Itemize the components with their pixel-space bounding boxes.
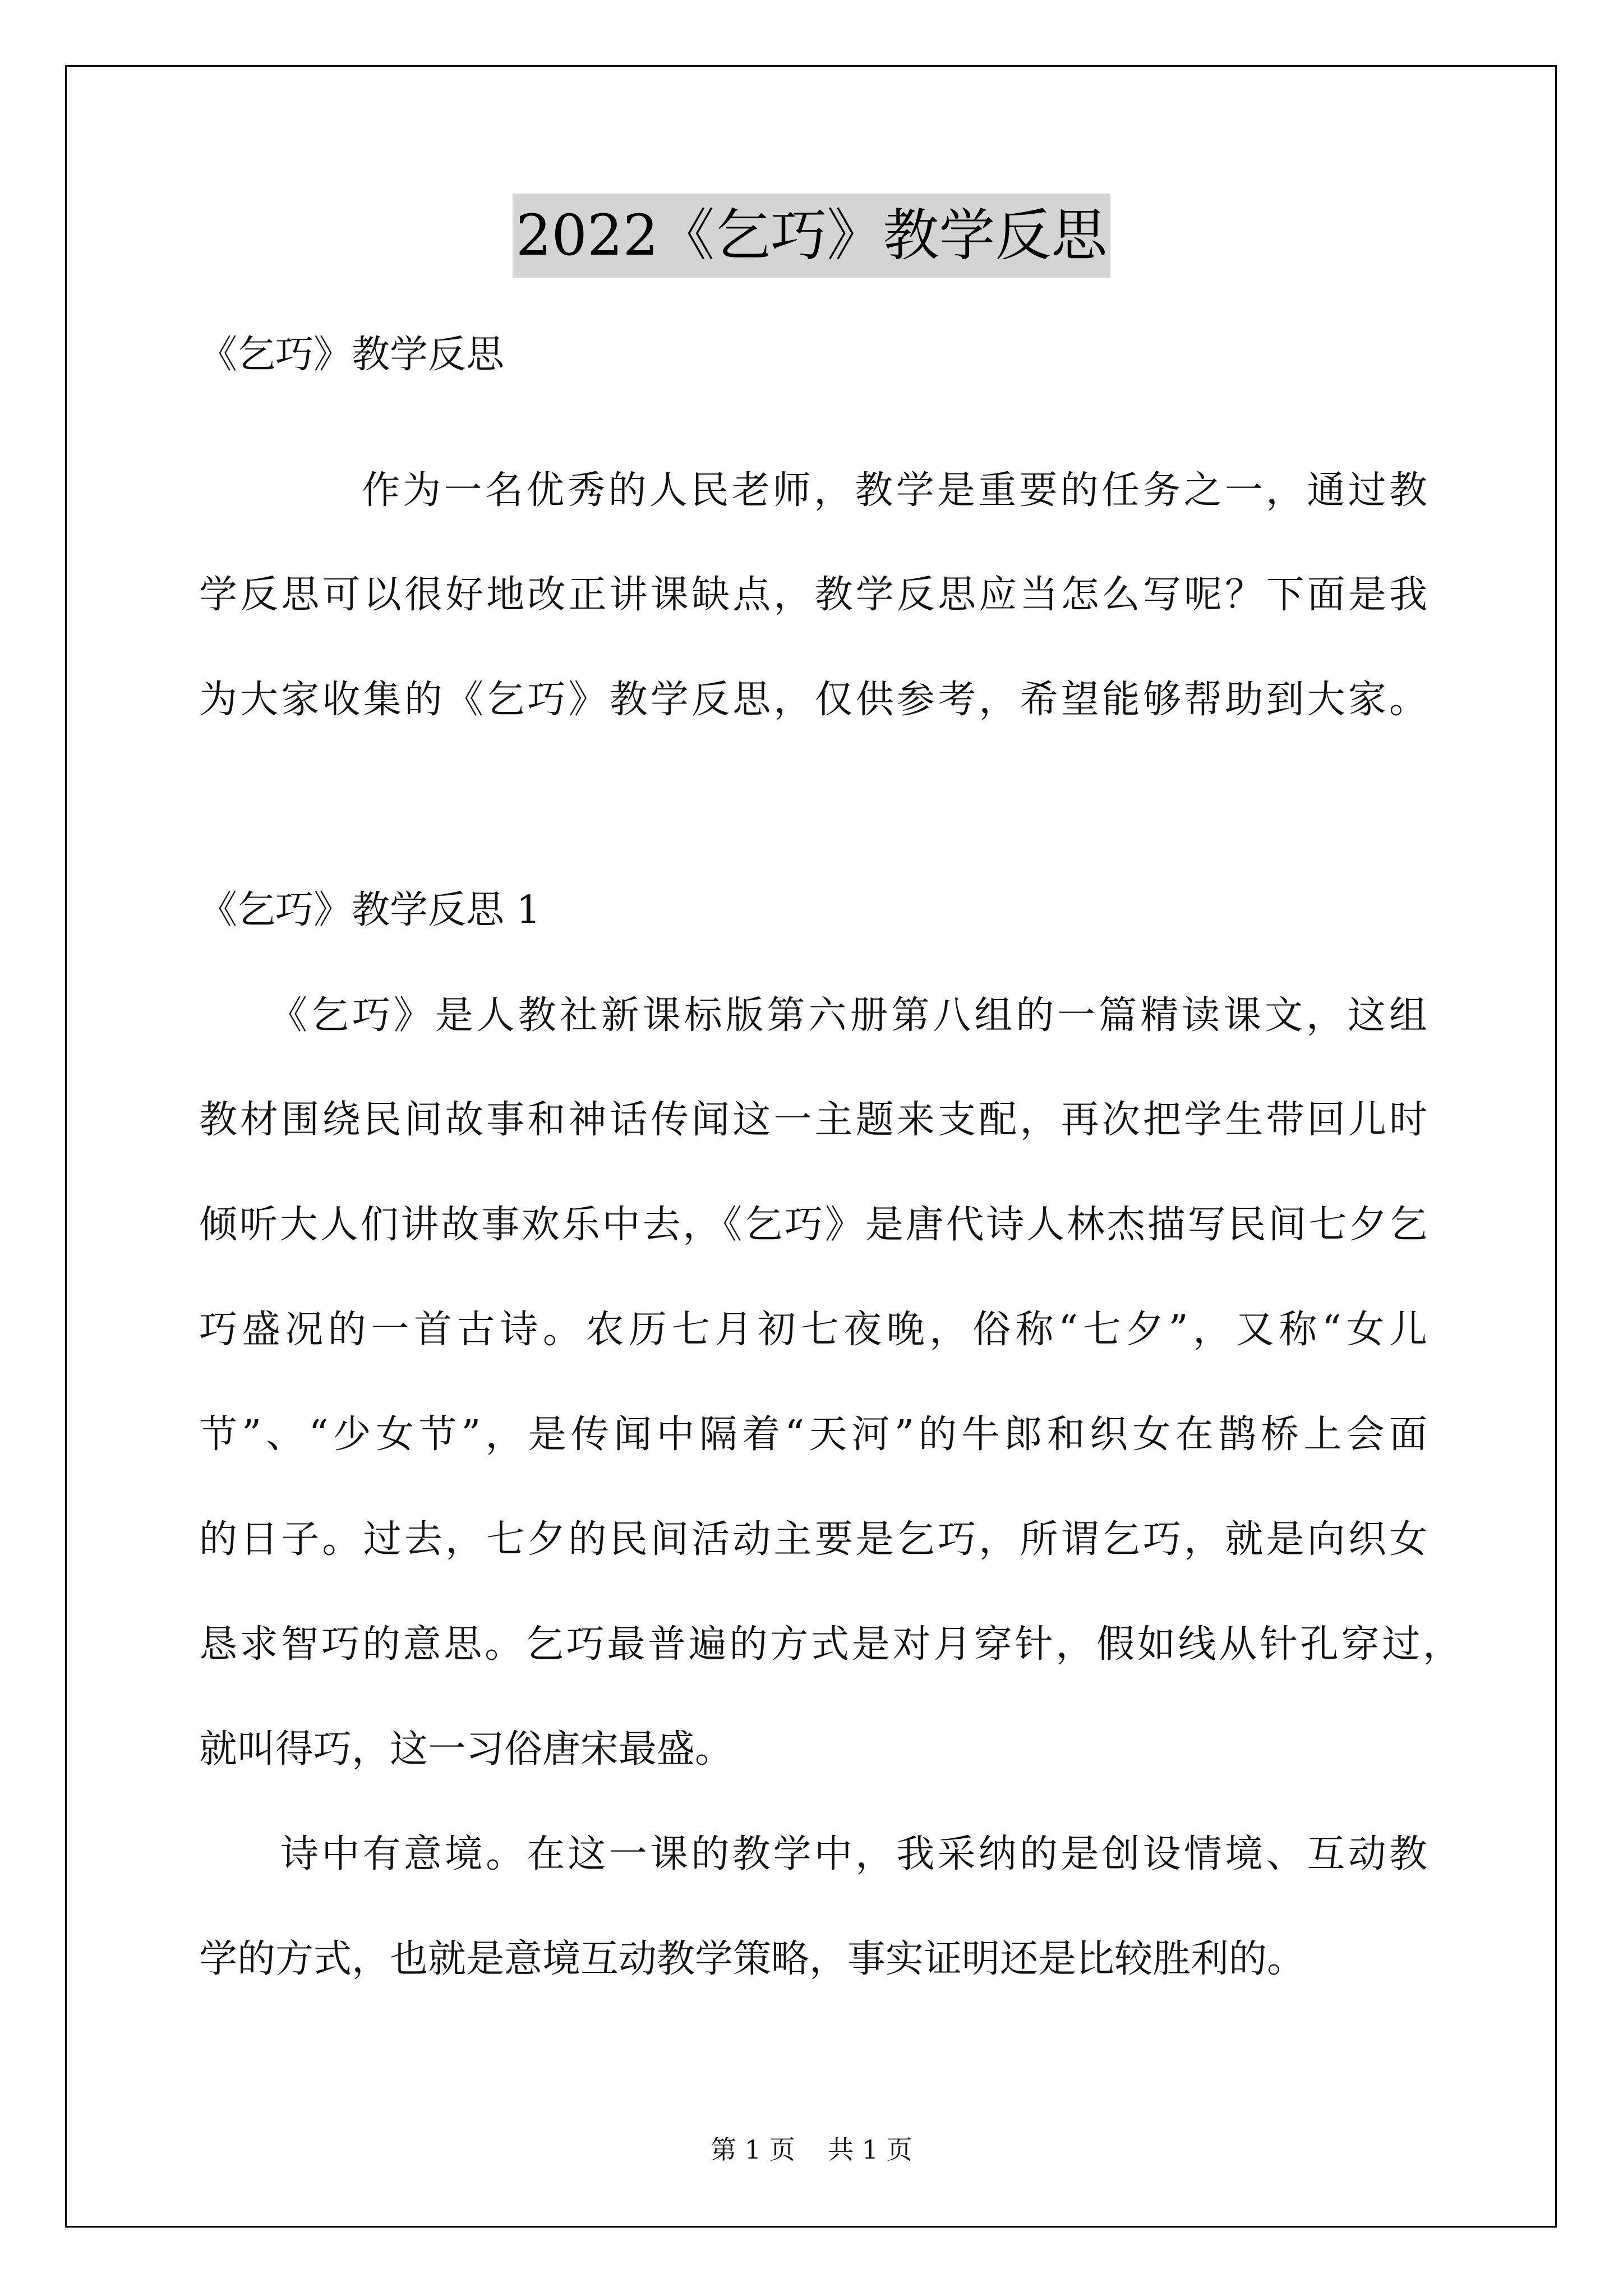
intro-line: 学反思可以很好地改正讲课缺点，教学反思应当怎么写呢？下面是我 bbox=[199, 573, 1427, 617]
paragraph-line: 学的方式，也就是意境互动教学策略，事实证明还是比较胜利的。 bbox=[199, 1937, 1306, 1981]
page-footer bbox=[0, 2133, 1623, 2166]
paragraph-line: 《乞巧》是人教社新课标版第六册第八组的一篇精读课文，这组 bbox=[269, 993, 1427, 1038]
intro-line: 为大家收集的《乞巧》教学反思，仅供参考，希望能够帮助到大家。 bbox=[199, 678, 1427, 722]
paragraph-line: 巧盛况的一首古诗。农历七月初七夜晚，俗称“七夕”，又称“女儿 bbox=[199, 1308, 1427, 1352]
intro-line: 作为一名优秀的人民老师，教学是重要的任务之一，通过教 bbox=[362, 468, 1427, 513]
document-subtitle: 《乞巧》教学反思 bbox=[199, 333, 505, 377]
page-total: 共 1 页 bbox=[828, 2134, 912, 2165]
document-title: 2022《乞巧》教学反思 bbox=[513, 194, 1111, 278]
paragraph-line: 恳求智巧的意思。乞巧最普遍的方式是对月穿针，假如线从针孔穿过， bbox=[199, 1622, 1461, 1667]
paragraph-line: 教材围绕民间故事和神话传闻这一主题来支配，再次把学生带回儿时 bbox=[199, 1098, 1427, 1142]
paragraph-line: 诗中有意境。在这一课的教学中，我采纳的是创设情境、互动教 bbox=[280, 1832, 1427, 1876]
paragraph-line: 的日子。过去，七夕的民间活动主要是乞巧，所谓乞巧，就是向织女 bbox=[199, 1517, 1427, 1562]
title-container bbox=[0, 194, 1623, 278]
paragraph-line: 倾听大人们讲故事欢乐中去，《乞巧》是唐代诗人林杰描写民间七夕乞 bbox=[199, 1203, 1427, 1247]
page-number: 第 1 页 bbox=[711, 2134, 795, 2165]
section-heading: 《乞巧》教学反思 1 bbox=[199, 888, 541, 932]
paragraph-line: 节”、“少女节”，是传闻中隔着“天河”的牛郎和织女在鹊桥上会面 bbox=[199, 1412, 1427, 1457]
page-border bbox=[65, 65, 1557, 2228]
paragraph-line: 就叫得巧，这一习俗唐宋最盛。 bbox=[199, 1727, 734, 1772]
